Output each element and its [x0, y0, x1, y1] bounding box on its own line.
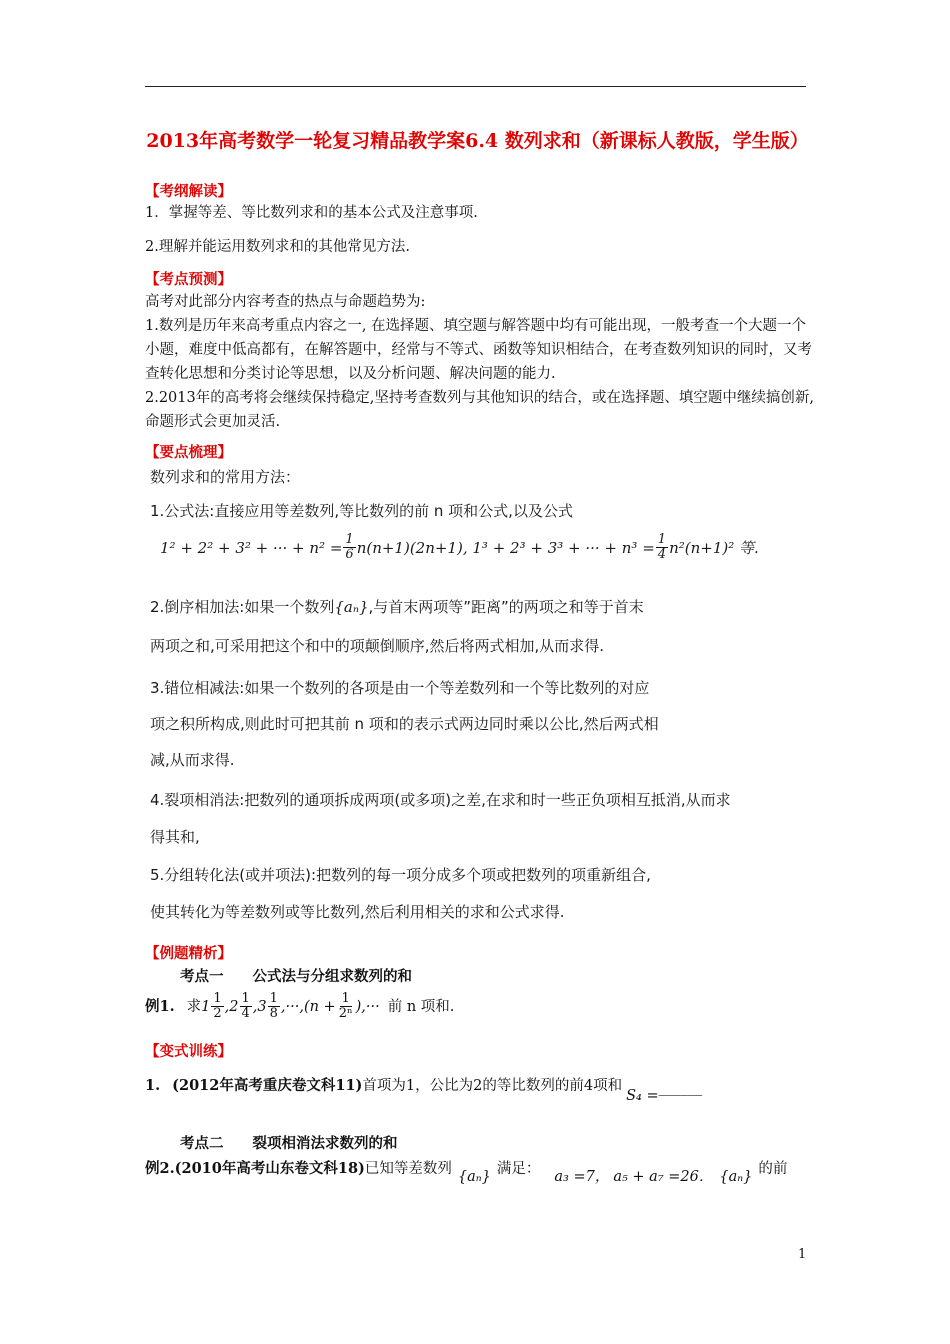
section-kaodian-heading: 【考点预测】	[145, 272, 232, 288]
fraction-one-over-2n: $\frac{1}{\text{2ⁿ}}$	[338, 991, 353, 1021]
sequence-an-symbol-1: {aₙ}	[457, 1169, 491, 1185]
kaodian-paragraph-1: 1.数列是历年来高考重点内容之一, 在选择题、填空题与解答题中均有可能出现，一般考查一个大题一个小题，难度中低高都有，在解答题中，经常与不等式、函数等知识相结合，在考查数列知识的同时，又考查转化思想和分类讨论等思想，以及分析问题、解决问题的能力.	[145, 318, 812, 382]
methods-heading: 数列求和的常用方法：	[150, 468, 301, 486]
formula-right: n²(n+1)² 等.	[669, 539, 759, 557]
answer-blank: ______	[658, 1080, 703, 1096]
example-2: 例2. (2010年高考山东卷文科18) 已知等差数列 {aₙ} 满足： a₃ =7， a₅ + a₇ =26． {aₙ} 的前	[145, 1157, 815, 1181]
page-title: 2013年高考数学一轮复习精品教学案6.4 数列求和（新课标人教版，学生版）	[146, 130, 809, 152]
fraction-half: $\frac{1}{2}$	[213, 991, 222, 1021]
method-4-line-1: 4.裂项相消法:把数列的通项拆成两项(或多项)之差,在求和时一些正负项相互抵消,从而求	[150, 791, 731, 809]
formula-middle: n(n+1)(2n+1), 1³ + 2³ + 3³ + ··· + n³ =	[356, 538, 655, 557]
section-bianshi-heading: 【变式训练】	[145, 1044, 232, 1060]
method-4-line-2: 得其和,	[150, 828, 200, 846]
method-2-line-1: 2.倒序相加法:如果一个数列{aₙ},与首末两项等”距离”的两项之和等于首末	[150, 598, 644, 616]
kaodian-intro: 高考对此部分内容考查的热点与命题趋势为:	[145, 294, 426, 310]
method-5-line-1: 5.分组转化法(或并项法):把数列的每一项分成多个项或把数列的项重新组合,	[150, 866, 651, 884]
kaogang-item-2: 2.理解并能运用数列求和的其他常见方法.	[145, 239, 410, 255]
kaodian-paragraph-2: 2.2013年的高考将会继续保持稳定,坚持考查数列与其他知识的结合，或在选择题、填空题中继续搞创新,命题形式会更加灵活.	[145, 390, 814, 430]
kaogang-item-1: 1．掌握等差、等比数列求和的基本公式及注意事项.	[145, 205, 478, 221]
s4-symbol: S₄ =	[626, 1088, 659, 1104]
section-yaodian-heading: 【要点梳理】	[145, 445, 232, 461]
page-number: 1	[798, 1247, 807, 1262]
fraction-quarter: $\frac{1}{4}$	[241, 991, 250, 1021]
formula-left: 1² + 2² + 3² + ··· + n² =	[160, 538, 343, 557]
sequence-an-symbol-2: {aₙ}	[719, 1169, 753, 1185]
fraction-eighth: $\frac{1}{8}$	[269, 991, 278, 1021]
method-1-text: 1.公式法:直接应用等差数列,等比数列的前 n 项和公式,以及公式	[150, 502, 573, 520]
method-3-line-3: 减,从而求得.	[150, 751, 235, 769]
kaodian-2-heading: 考点二 裂项相消法求数列的和	[180, 1135, 398, 1152]
section-liti-heading: 【例题精析】	[145, 946, 232, 962]
method-2-line-2: 两项之和,可采用把这个和中的项颠倒顺序,然后将两式相加,从而求得.	[150, 637, 605, 655]
exercise-1: 1. (2012年高考重庆卷文科11) 首项为1，公比为2的等比数列的前4项和 S₄ = ______	[145, 1074, 815, 1098]
sum-of-powers-formula	[160, 533, 759, 562]
section-kaogang-heading: 【考纲解读】	[145, 184, 232, 200]
sequence-an-symbol: {aₙ}	[334, 598, 369, 616]
fraction-one-fourth: $\frac{1}{4}$	[657, 532, 667, 562]
header-rule	[145, 86, 806, 87]
example-1: 例1. 求 1 $\frac{1}{2}$ ,2 $\frac{1}{4}$ ,3 $\frac{1}{8}$ ,···,(n + $\frac{1}{\text{2ⁿ}}$ ),··· 前 n 项和.	[145, 991, 455, 1021]
fraction-one-sixth: $\frac{1}{6}$	[345, 532, 354, 562]
method-5-line-2: 使其转化为等差数列或等比数列,然后利用相关的求和公式求得.	[150, 903, 565, 921]
method-3-line-1: 3.错位相减法:如果一个数列的各项是由一个等差数列和一个等比数列的对应	[150, 679, 650, 697]
kaodian-1-heading: 考点一 公式法与分组求数列的和	[180, 968, 412, 985]
example-1-label: 例1.	[145, 997, 175, 1015]
method-3-line-2: 项之积所构成,则此时可把其前 n 项和的表示式两边同时乘以公比,然后两式相	[150, 715, 659, 733]
